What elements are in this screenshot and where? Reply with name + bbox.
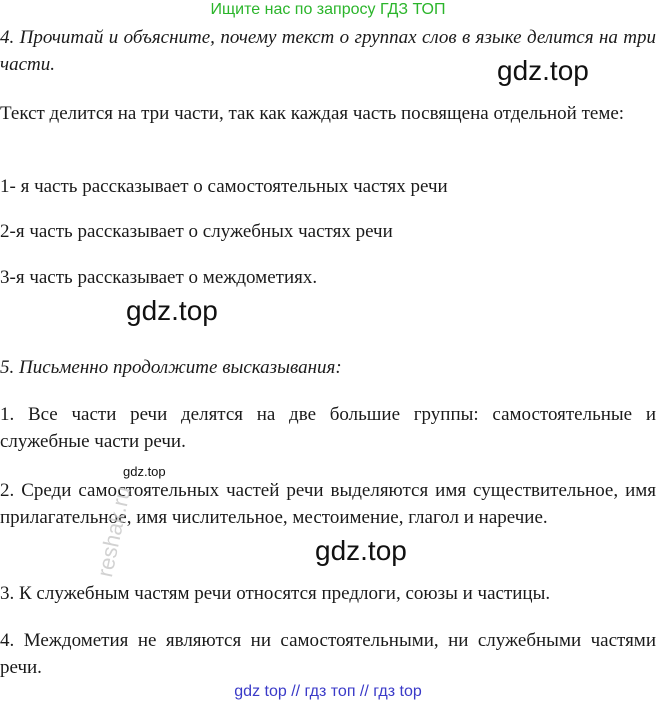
task4-answer-intro: Текст делится на три части, так как каждая часть посвящена отдельной теме: xyxy=(0,103,625,124)
task4-item-3: 3-я часть рассказывает о междометиях. xyxy=(0,267,318,288)
watermark-gdz-2: gdz.top xyxy=(126,295,218,326)
watermark-gdz-1: gdz.top xyxy=(497,55,589,86)
bottom-banner[interactable]: gdz top // гдз топ // гдз top xyxy=(234,683,422,700)
task5-item-3: 3. К служебным частям речи относятся предлоги, союзы и частицы. xyxy=(0,583,551,604)
task5-item-2: 2. Среди самостоятельных частей речи выделяются имя существительное, имя прилагательное, имя числительное, местоимение, глагол и наречие. xyxy=(0,480,656,528)
task4-item-2: 2-я часть рассказывает о служебных частях речи xyxy=(0,221,393,242)
task5-item-4: 4. Междометия не являются ни самостоятельными, ни служебными частями речи. xyxy=(0,630,656,678)
task4-question: 4. Прочитай и объясните, почему текст о группах слов в языке делится на три части. xyxy=(0,27,656,75)
task4-item-1: 1- я часть рассказывает о самостоятельных частях речи xyxy=(0,176,448,197)
task5-item-1: 1. Все части речи делятся на две большие группы: самостоятельные и служебные части речи. xyxy=(0,404,656,452)
watermark-gdz-small: gdz.top xyxy=(123,464,166,479)
watermark-gdz-3: gdz.top xyxy=(315,535,407,566)
top-banner[interactable]: Ищите нас по запросу ГДЗ ТОП xyxy=(210,1,446,18)
task5-question: 5. Письменно продолжите высказывания: xyxy=(0,357,342,378)
watermark-reshak: reshak.ru xyxy=(92,484,136,580)
